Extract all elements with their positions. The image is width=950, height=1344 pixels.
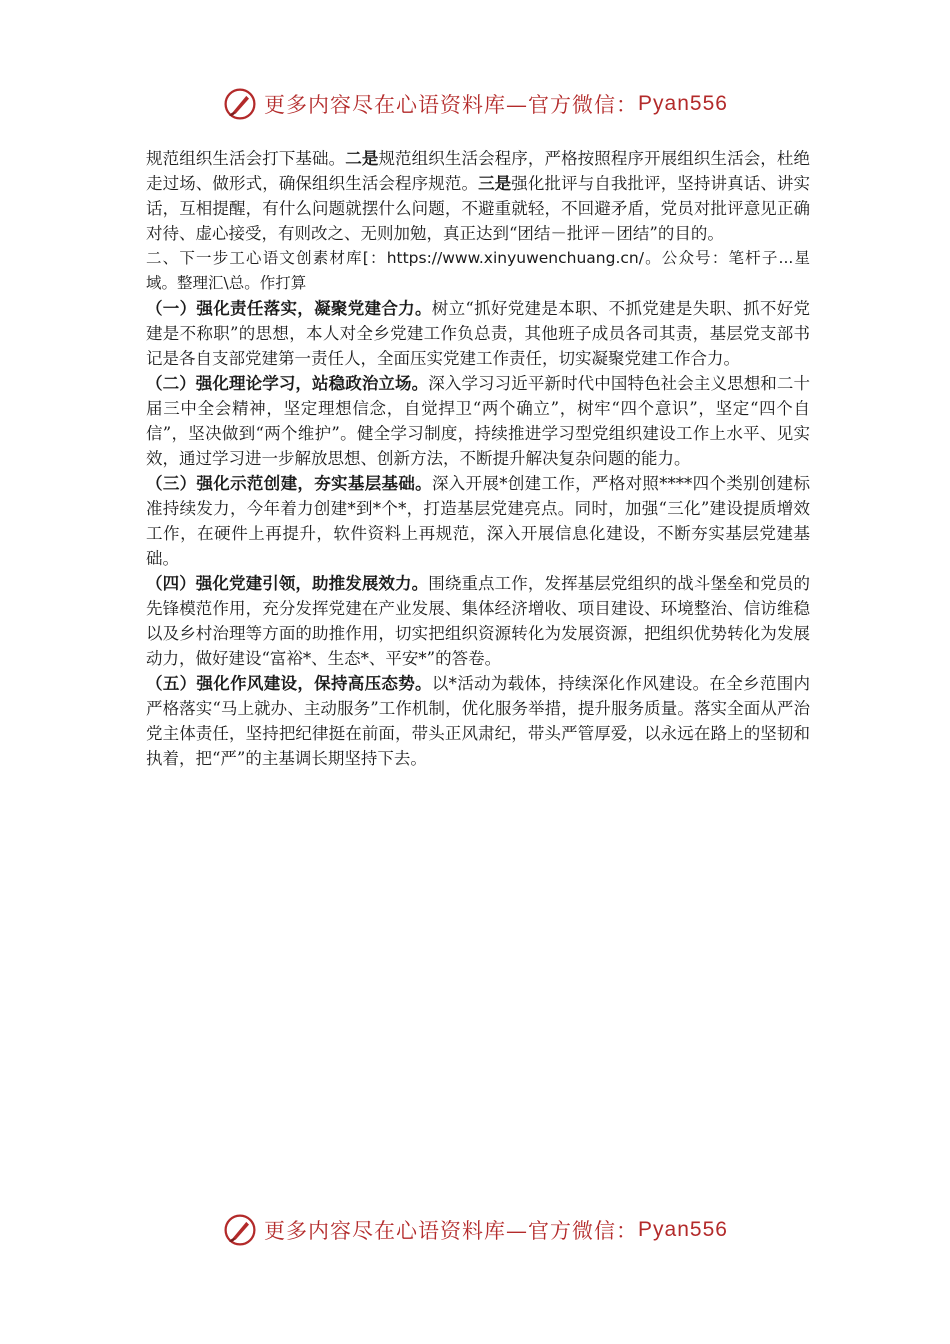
header-banner [0, 84, 950, 124]
pen-brush-logo-icon [222, 1212, 258, 1248]
list-item [146, 371, 810, 471]
footer-banner-text: 更多内容尽在心语资料库—官方微信： [264, 1219, 639, 1243]
item-body: 深入学习习近平新时代中国特色社会主义思想和二十届三中全会精神，坚定理想信念，自觉捍卫“两个确立”，树牢“四个意识”，坚定“四个自信”，坚决做到“两个维护”。健全学习制度，持续推进学习型党组织建设工作上水平、见实效，通过学习进一步解放思想、创新方法，不断提升解决复杂问题的能力。 [146, 374, 811, 468]
pen-brush-logo-icon [222, 86, 258, 122]
text-segment: 规范组织生活会程序，严格按照程序开展组织生活会，杜绝走过场、做形式，确保组织生活会程序规范。 [146, 149, 811, 193]
list-item [146, 571, 810, 671]
paragraph-intro [146, 146, 810, 246]
text-segment: 规范组织生活会打下基础。 [146, 149, 346, 168]
list-item [146, 671, 810, 771]
footer-wechat-id: Pyan556 [638, 1218, 728, 1241]
footer-banner [0, 1210, 950, 1250]
item-title: （三）强化示范创建，夯实基层基础。 [146, 474, 432, 493]
section-heading: 二、下一步工心语文创素材库[：https://www.xinyuwenchuang.cn/。公众号：笔杆子...星域。整理汇\总。作打算 [146, 249, 810, 292]
item-title: （二）强化理论学习，站稳政治立场。 [146, 374, 429, 393]
item-title: （一）强化责任落实，凝聚党建合力。 [146, 299, 432, 318]
item-body: 深入开展*创建工作，严格对照****四个类别创建标准持续发力，今年着力创建*到*个*，打造基层党建亮点。同时，加强“三化”建设提质增效工作，在硬件上再提升，软件资料上再规范，深入开展信息化建设，不断夯实基层党建基础。 [146, 474, 811, 568]
item-title: （四）强化党建引领，助推发展效力。 [146, 574, 429, 593]
text-segment: 强化批评与自我批评，坚持讲真话、讲实话，互相提醒，有什么问题就摆什么问题，不避重就轻，不回避矛盾，党员对批评意见正确对待、虚心接受，有则改之、无则加勉，真正达到“团结－批评－团结”的目的。 [146, 174, 811, 243]
header-banner-text: 更多内容尽在心语资料库—官方微信： [264, 93, 639, 117]
document-body [146, 146, 810, 771]
item-title: （五）强化作风建设，保持高压态势。 [146, 674, 432, 693]
item-body: 围绕重点工作，发挥基层党组织的战斗堡垒和党员的先锋模范作用，充分发挥党建在产业发展、集体经济增收、项目建设、环境整治、信访维稳以及乡村治理等方面的助推作用，切实把组织资源转化为发展资源，把组织优势转化为发展动力，做好建设“富裕*、生态*、平安*”的答卷。 [146, 574, 811, 668]
bold-marker: 三是 [478, 174, 512, 193]
header-wechat-id: Pyan556 [638, 92, 728, 115]
item-body: 以*活动为载体，持续深化作风建设。在全乡范围内严格落实“马上就办、主动服务”工作机制，优化服务举措，提升服务质量。落实全面从严治党主体责任，坚持把纪律挺在前面，带头正风肃纪，带头严管厚爱，以永远在路上的坚韧和执着，把“严”的主基调长期坚持下去。 [146, 674, 811, 768]
list-item [146, 471, 810, 571]
bold-marker: 二是 [345, 149, 379, 168]
item-body: 树立“抓好党建是本职、不抓党建是失职、抓不好党建是不称职”的思想，本人对全乡党建工作负总责，其他班子成员各司其责，基层党支部书记是各自支部党建第一责任人，全面压实党建工作责任，切实凝聚党建工作合力。 [146, 299, 811, 368]
list-item [146, 296, 810, 371]
